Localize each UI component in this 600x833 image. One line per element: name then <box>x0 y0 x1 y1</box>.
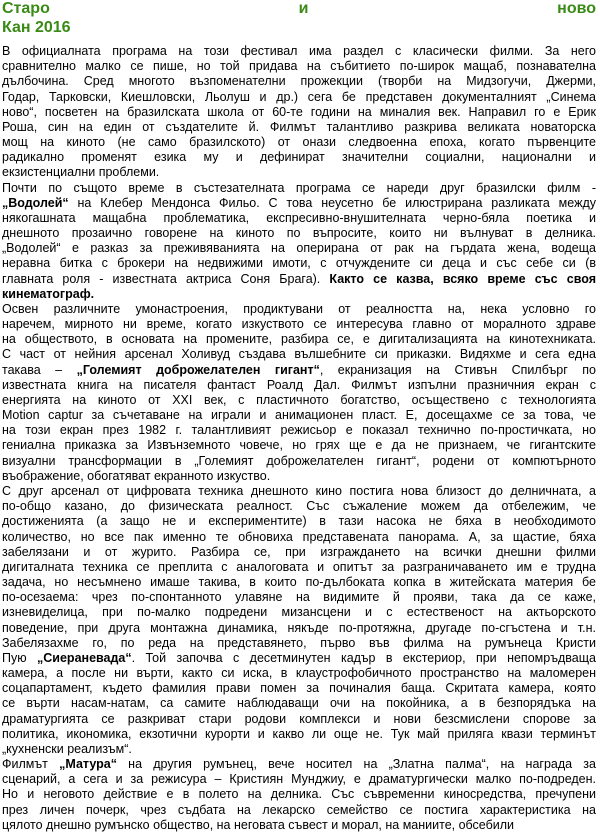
text-line <box>2 636 596 651</box>
text-line <box>2 165 596 180</box>
text-line <box>2 696 596 711</box>
text-line <box>2 621 596 636</box>
text-run: Годар, Тарковски, Киешловски, Льолуш и др.) сега бе представен документалният „Синема <box>2 89 596 104</box>
bold-text: Както се казва, всяко време със своя <box>329 271 596 286</box>
text-run: С част от нейния арсенал Холивуд създава вълшебните си приказки. Видяхме и сега една <box>2 347 596 362</box>
text-line <box>2 272 596 287</box>
text-line <box>2 74 596 89</box>
paragraph <box>2 757 596 833</box>
text-run: поведение, при друга монтажна динамика, някъде по-протяжна, другаде по-сгъстена и т.н. <box>2 620 596 635</box>
text-line <box>2 302 596 317</box>
text-line <box>2 787 596 802</box>
bold-text: кинематограф. <box>2 286 95 301</box>
text-run: камера, а после ни върти, както си иска, в клаустрофобичното пространство на маломерен <box>2 666 596 681</box>
text-line <box>2 727 596 742</box>
text-run: такава – <box>2 362 77 377</box>
text-line <box>2 393 596 408</box>
text-run: някогашната мащабна проблематика, експресивно-внушителната черно-бяла поетика и <box>2 210 596 225</box>
text-run: Филмът <box>2 757 60 772</box>
text-run: енергията на киното от XXI век, с пластичното богатство, осъществено с технологията <box>2 392 596 407</box>
heading-word-and: и <box>298 0 309 17</box>
article-heading <box>2 0 596 37</box>
article-body <box>2 44 596 833</box>
bold-text: „Матура“ <box>59 757 117 772</box>
text-run: днешното прозаично говорене на киното по въпросите, които ни вълнуват в делника. <box>2 226 596 241</box>
text-line <box>2 818 596 833</box>
text-line <box>2 530 596 545</box>
text-line <box>2 469 596 484</box>
paragraph <box>2 181 596 302</box>
text-line <box>2 454 596 469</box>
heading-subtitle: Кан 2016 <box>2 19 71 36</box>
text-line <box>2 135 596 150</box>
text-line <box>2 120 596 135</box>
text-line <box>2 105 596 120</box>
bold-text: „Сиераневада“ <box>37 650 132 665</box>
text-run: Но и неговото действие е в полето на делника. Със съвременни киносредства, пречупени <box>2 787 596 802</box>
text-run: сравнително малко се пише, но той придава на събитието по-широк мащаб, познавателна <box>2 59 596 74</box>
text-run: соцапартамент, където фамилия прави помен за починалия баща. Скритата камера, която <box>2 681 596 696</box>
text-run: „Водолей“ е разказ за преживяванията на оперирана от рак на гърдата жена, водеща <box>2 241 596 256</box>
text-run: визуални трансформации в „Големият доброжелателен гигант“, родени от компютърното <box>2 453 596 468</box>
text-run: сценарий, а сега и за режисура – Кристиян Мунджиу, е драматургически малко по-подреден. <box>2 772 596 787</box>
text-run: по-осезаема: чрез по-спонтанното улавяне на видимите й прояви, така да се каже, <box>2 590 596 605</box>
text-line <box>2 575 596 590</box>
text-run: Роша, син на един от създателите й. Филмът талантливо разкрива великата новаторска <box>2 119 596 134</box>
text-line <box>2 90 596 105</box>
text-line <box>2 44 596 59</box>
bold-text: „Големият доброжелателен гигант“ <box>76 362 320 377</box>
text-run: задача, но несъмнено имаше такива, в които по-дълбоката копка в житейската материя бе <box>2 575 596 590</box>
text-run: Motion captur за съчетаване на играли и анимационен пласт. Е, досещахме се за това, че <box>2 408 596 423</box>
text-run: политика, икономика, екзотични курорти и какво ли още не. Тук май приляга квази терминът <box>2 726 596 741</box>
text-line <box>2 590 596 605</box>
text-run: въображение, обогатяват екранното изкуство. <box>2 468 271 483</box>
text-run: цялото днешно румънско общество, на неговата съвест и морал, на маниите, обсебили <box>2 817 515 832</box>
text-run: наречем, мирното ни време, когато изкуството се интересува главно от моралното здраве <box>2 317 596 332</box>
text-line <box>2 499 596 514</box>
text-line <box>2 803 596 818</box>
text-line <box>2 651 596 666</box>
text-run: „кухненски реализъм“. <box>2 741 132 756</box>
text-line <box>2 772 596 787</box>
paragraph <box>2 302 596 484</box>
text-run: главната роля - известната актриса Соня Брага). <box>2 271 330 286</box>
paragraph <box>2 44 596 181</box>
text-run: дигиталната техника се преплита с аналоговата и опитът за разграничаването им е трудна <box>2 559 596 574</box>
text-run: драматургията се разкриват стари родови комплекси и нови безсмислени спорове за <box>2 711 596 726</box>
text-run: на обществото, в основата на промените, разбира се, е дигитализацията на кинотехниката. <box>2 332 596 347</box>
text-run: дълбочина. Сред многото възпоменателни прожекции (творби на Мидзогучи, Джерми, <box>2 74 596 89</box>
text-line <box>2 605 596 620</box>
text-run: , екранизация на Стивън Спилбърг по <box>319 362 596 377</box>
text-line <box>2 150 596 165</box>
text-line <box>2 241 596 256</box>
text-run: достиженията (а защо не и експериментите) в тази насока не бяха в необходимото <box>2 514 596 529</box>
text-line <box>2 484 596 499</box>
text-line <box>2 59 596 74</box>
text-run: гениална приказка за Извънземното човече, но грях ще е да не признаем, че гигантските <box>2 438 596 453</box>
text-line <box>2 712 596 727</box>
paragraph <box>2 484 596 757</box>
heading-title-row <box>2 0 596 18</box>
text-line <box>2 438 596 453</box>
text-line <box>2 666 596 681</box>
text-run: ново“, посветен на бразилската школа от 60-те години на миналия век. Направил го е Ерик <box>2 104 596 119</box>
text-run: Забелязахме го, по реда на представянето, първо във филма на румънеца Кристи <box>2 635 596 650</box>
text-line <box>2 287 596 302</box>
text-run: известната книга на писателя фантаст Роалд Дал. Филмът изпълни празничния екран с <box>2 377 596 392</box>
text-run: на Клебер Мендонса Фильо. С това неусетно бе илюстрирана разликата между <box>68 195 596 210</box>
text-line <box>2 226 596 241</box>
text-run: количество, но все пак именно те обновиха представената панорама. А, за щастие, бяха <box>2 529 596 544</box>
text-line <box>2 181 596 196</box>
text-run: В официалната програма на този фестивал има раздел с класически филми. За него <box>2 44 596 58</box>
text-line <box>2 514 596 529</box>
text-run: мощ на киното (не само бразилското) от онази следвоенна епоха, когато първенците <box>2 135 596 150</box>
text-run: Пую <box>2 650 38 665</box>
text-line <box>2 742 596 757</box>
text-run: изневиделица, при по-малко подредени мизансцени и с естественост на актьорското <box>2 605 596 620</box>
text-run: се върти насам-натам, са самите наблюдаващи очи на покойника, а в безпорядъка на <box>2 696 596 711</box>
text-run: забелязани и от журито. Разбира се, при изграждането на всички днешни филми <box>2 544 596 559</box>
bold-text: „Водолей“ <box>2 195 69 210</box>
text-run: . Той започва с десетминутен кадър в екстериор, при непомръдваща <box>131 650 596 665</box>
text-run: по-общо казано, до физическата реалност. Със съжаление можем да отбележим, че <box>2 499 596 514</box>
text-line <box>2 423 596 438</box>
text-line <box>2 757 596 772</box>
text-line <box>2 363 596 378</box>
text-line <box>2 681 596 696</box>
text-line <box>2 317 596 332</box>
text-line <box>2 408 596 423</box>
text-run: радикално променят езика му и дефинират значителни социални, национални и <box>2 150 596 165</box>
heading-word-old: Старо <box>2 0 50 17</box>
text-line <box>2 196 596 211</box>
text-run: екзистенциални проблеми. <box>2 165 160 180</box>
text-line <box>2 256 596 271</box>
heading-word-new: ново <box>557 0 596 17</box>
text-line <box>2 332 596 347</box>
text-line <box>2 545 596 560</box>
text-line <box>2 378 596 393</box>
text-run: Освен различните умонастроения, продиктувани от реалността на, нека условно го <box>2 301 596 316</box>
text-run: през личен почерк, чрез съдбата на лекарско семейство се постига характеристика на <box>2 802 596 817</box>
text-line <box>2 560 596 575</box>
text-run: С друг арсенал от цифровата техника днешното кино постига нова близост до делничната, а <box>2 483 596 498</box>
text-run: неравна битка с брокери на недвижими имоти, с отчуждените си деца и със себе си (в <box>2 256 596 271</box>
text-line <box>2 211 596 226</box>
text-line <box>2 347 596 362</box>
text-run: на другия румънец, вече носител на „Златна палма“, на награда за <box>116 757 596 772</box>
text-run: Почти по същото време в състезателната програма се нареди друг бразилски филм - <box>2 180 596 195</box>
text-run: на този екран през 1982 г. талантливият режисьор е показал технично по-простичката, но <box>2 423 596 438</box>
